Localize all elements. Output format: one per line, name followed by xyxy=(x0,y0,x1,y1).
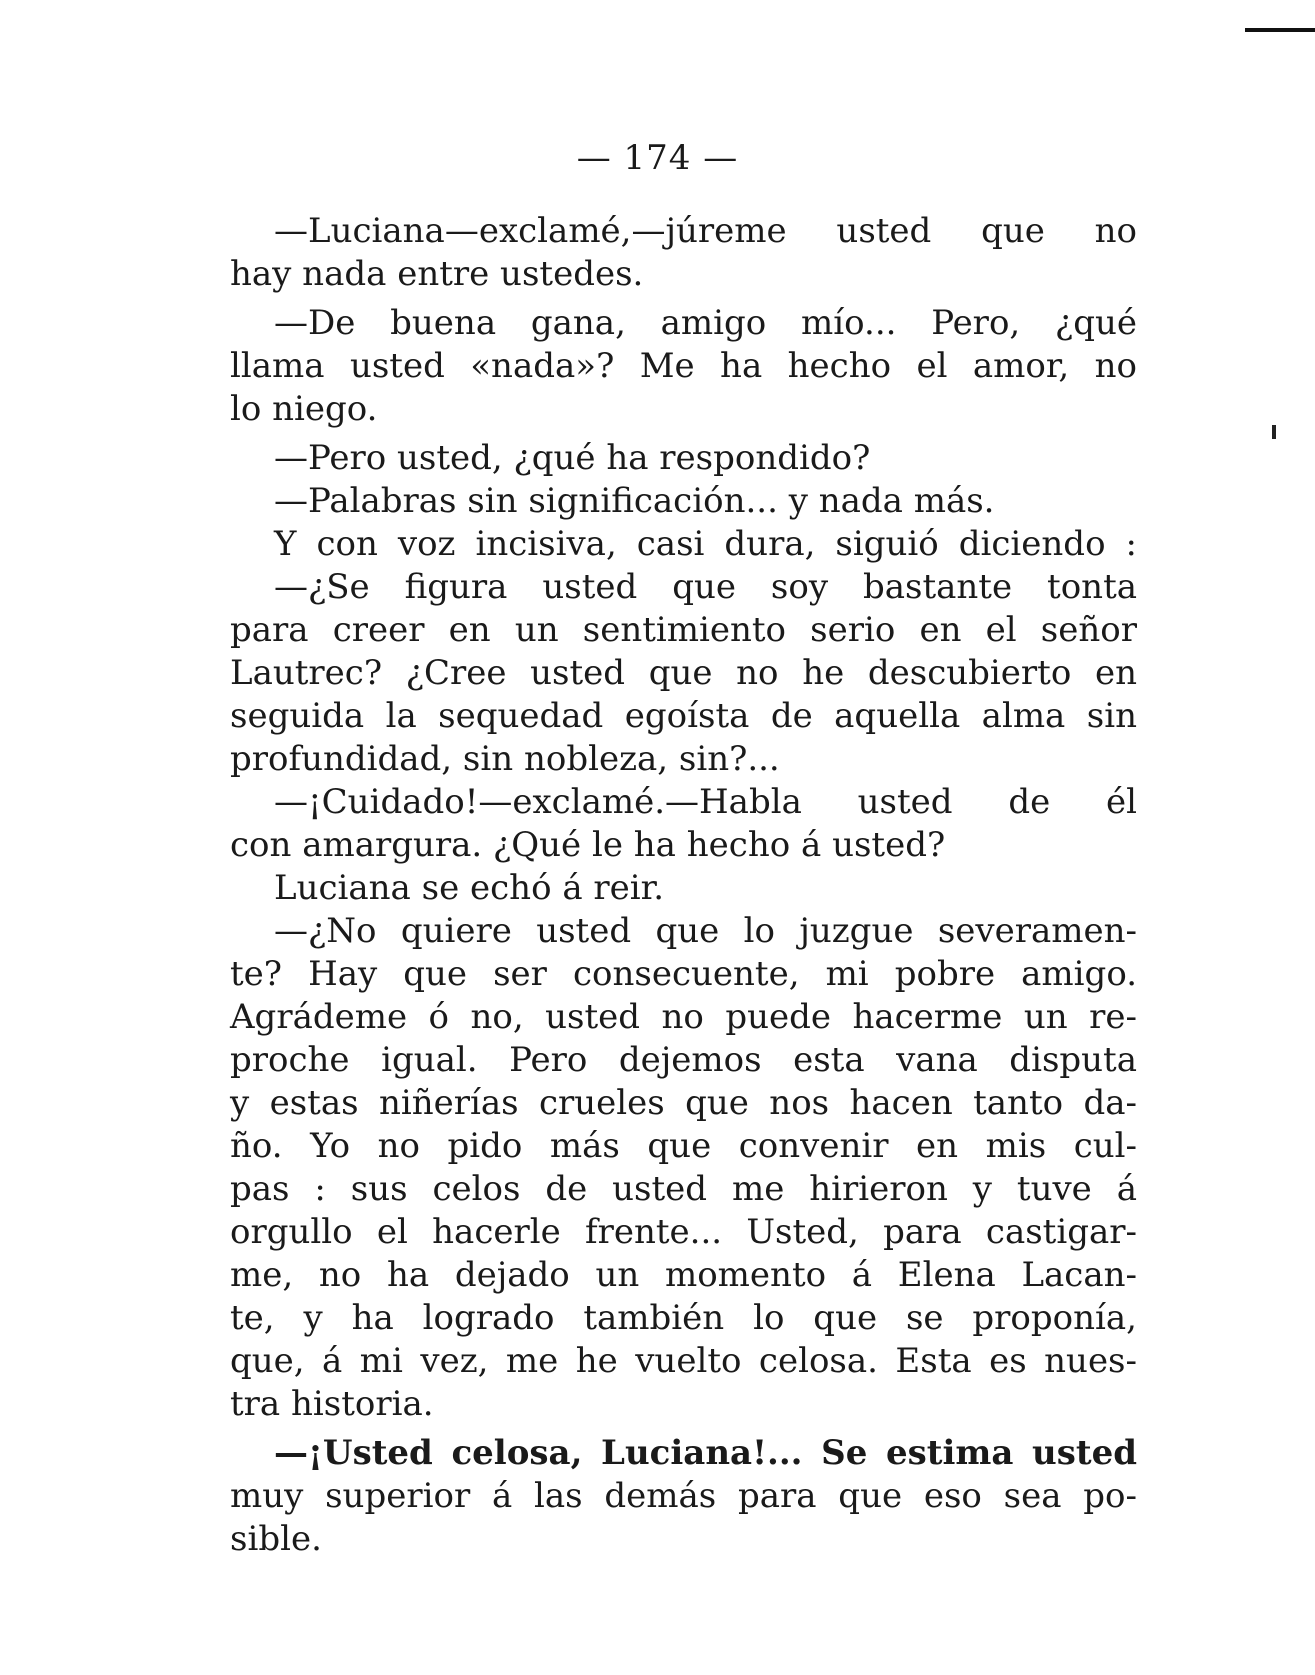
ink-speck xyxy=(1272,425,1276,439)
page-number: — 174 — xyxy=(576,138,739,178)
text-line: muy superior á las demás para que eso sea po- xyxy=(230,1476,1137,1516)
text-line: pas : sus celos de usted me hirieron y tuve á xyxy=(230,1169,1137,1209)
text-line: Y con voz incisiva, casi dura, siguió diciendo : xyxy=(274,524,1137,564)
text-line: seguida la sequedad egoísta de aquella alma sin xyxy=(230,696,1137,736)
text-line: con amargura. ¿Qué le ha hecho á usted? xyxy=(230,825,946,865)
text-line: te, y ha logrado también lo que se proponía, xyxy=(230,1298,1137,1338)
text-line: —¡Usted celosa, Luciana!... Se estima usted xyxy=(274,1433,1137,1473)
text-line: me, no ha dejado un momento á Elena Lacan- xyxy=(230,1255,1137,1295)
text-line: Lautrec? ¿Cree usted que no he descubierto en xyxy=(230,653,1137,693)
page-edge-mark xyxy=(1245,28,1315,32)
text-line: —Luciana—exclamé,—júreme usted que no xyxy=(274,211,1137,251)
text-line: proche igual. Pero dejemos esta vana disputa xyxy=(230,1040,1137,1080)
text-line: —¡Cuidado!—exclamé.—Habla usted de él xyxy=(274,782,1137,822)
text-line: —Pero usted, ¿qué ha respondido? xyxy=(274,438,871,478)
text-line: lo niego. xyxy=(230,389,378,429)
text-line: y estas niñerías crueles que nos hacen tanto da- xyxy=(230,1083,1137,1123)
text-line: profundidad, sin nobleza, sin?... xyxy=(230,739,780,779)
text-line: te? Hay que ser consecuente, mi pobre amigo. xyxy=(230,954,1137,994)
text-line: —De buena gana, amigo mío... Pero, ¿qué xyxy=(274,303,1137,343)
text-line: hay nada entre ustedes. xyxy=(230,254,644,294)
text-line: —¿No quiere usted que lo juzgue severamen- xyxy=(274,911,1137,951)
text-line: que, á mi vez, me he vuelto celosa. Esta es nues- xyxy=(230,1341,1137,1381)
text-line: —Palabras sin significación... y nada más. xyxy=(274,481,995,521)
text-line: Agrádeme ó no, usted no puede hacerme un re- xyxy=(230,997,1137,1037)
body-text xyxy=(230,210,1137,1561)
text-line: —¿Se figura usted que soy bastante tonta xyxy=(274,567,1137,607)
text-line: Luciana se echó á reir. xyxy=(274,868,665,908)
text-line: sible. xyxy=(230,1519,322,1559)
text-line: tra historia. xyxy=(230,1384,434,1424)
text-line: llama usted «nada»? Me ha hecho el amor, no xyxy=(230,346,1137,386)
text-line: para creer en un sentimiento serio en el señor xyxy=(230,610,1137,650)
text-line: orgullo el hacerle frente... Usted, para castigar- xyxy=(230,1212,1137,1252)
text-line: ño. Yo no pido más que convenir en mis cul- xyxy=(230,1126,1137,1166)
